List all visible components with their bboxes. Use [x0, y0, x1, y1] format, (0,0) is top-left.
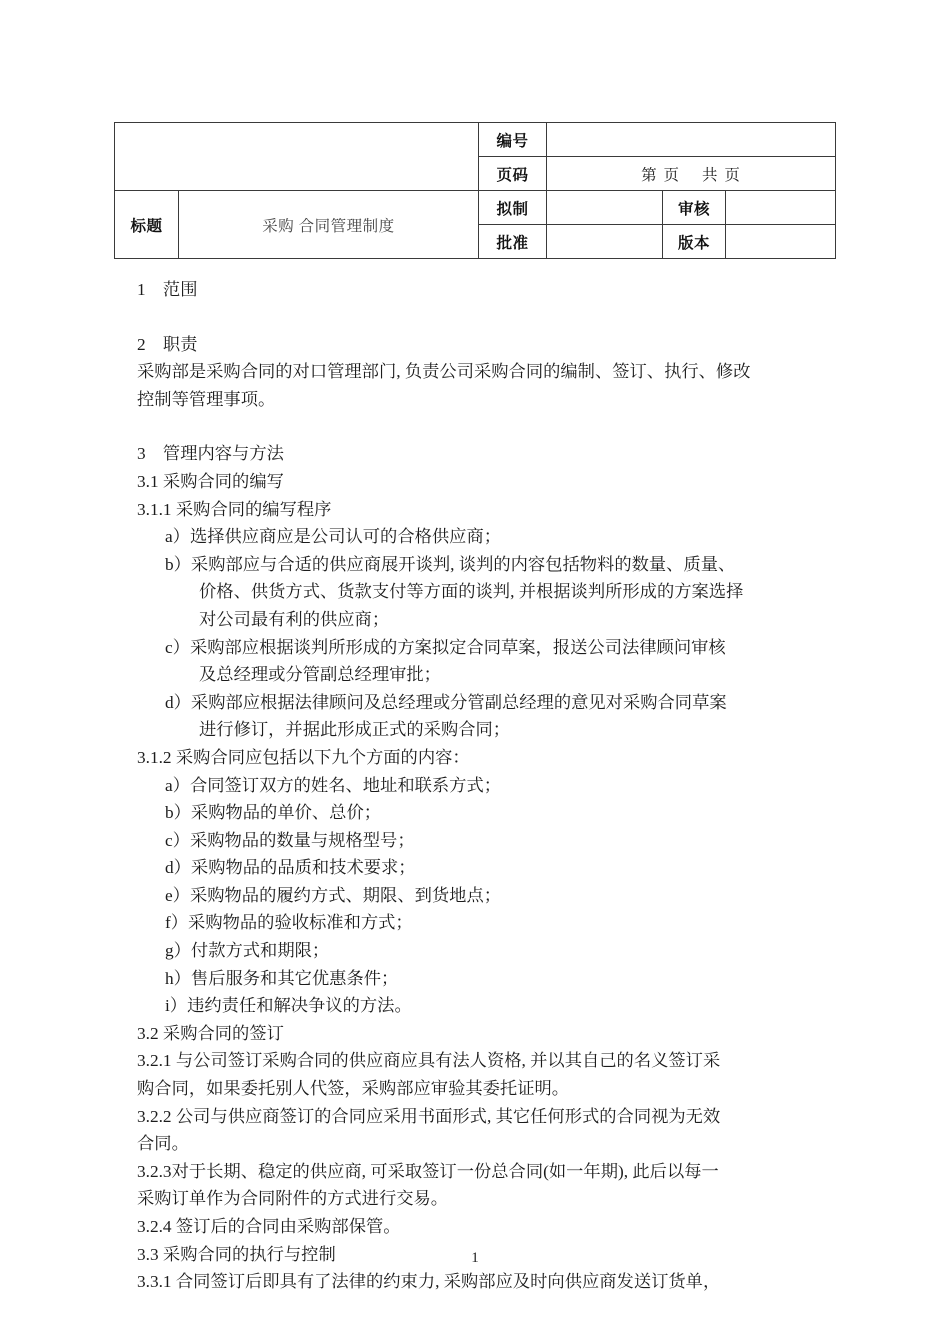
body-line: 购合同，如果委托别人代签，采购部应审验其委托证明。 [137, 1079, 570, 1099]
body-line: 3.2.4 签订后的合同由采购部保管。 [137, 1217, 401, 1236]
list-item: c）采购部应根据谈判所形成的方案拟定合同草案，报送公司法律顾问审核 [165, 637, 726, 657]
value-approve[interactable] [547, 225, 663, 259]
section-heading: 3.3 采购合同的执行与控制 [137, 1244, 336, 1264]
body-line: 3.2.2 公司与供应商签订的合同应采用书面形式, 其它任何形式的合同视为无效 [137, 1106, 721, 1126]
label-review: 审核 [663, 191, 726, 225]
value-number[interactable] [547, 123, 836, 157]
body-line: 合同。 [137, 1134, 189, 1154]
header-row-number [115, 123, 836, 157]
list-item: a）合同签订双方的姓名、地址和联系方式； [165, 775, 502, 795]
body-line: 3.2.1 与公司签订采购合同的供应商应具有法人资格, 并以其自己的名义签订采 [137, 1051, 721, 1071]
list-item-continuation: 对公司最有利的供应商； [199, 609, 390, 629]
list-item-continuation: 价格、供货方式、货款支付等方面的谈判, 并根据谈判所形成的方案选择 [199, 582, 744, 602]
value-pagecode [547, 157, 836, 191]
page-number: 1 [471, 1250, 479, 1266]
section-heading: 3.1 采购合同的编写 [137, 471, 284, 491]
label-pagecode: 页码 [479, 157, 547, 191]
list-item-continuation: 及总经理或分管副总经理审批； [199, 665, 441, 685]
label-title: 标题 [115, 191, 179, 259]
list-item: e）采购物品的履约方式、期限、到货地点； [165, 885, 502, 905]
list-item: b）采购部应与合适的供应商展开谈判, 谈判的内容包括物料的数量、质量、 [165, 554, 736, 574]
label-draft: 拟制 [479, 191, 547, 225]
section-heading: 3.1.1 采购合同的编写程序 [137, 499, 332, 519]
header-blank-top-left [115, 123, 479, 191]
body-line: 3.3.1 合同签订后即具有了法律的约束力, 采购部应及时向供应商发送订货单， [137, 1272, 721, 1292]
document-header-table [114, 122, 836, 259]
section-heading: 3.2 采购合同的签订 [137, 1023, 284, 1043]
list-item: i）违约责任和解决争议的方法。 [165, 996, 412, 1016]
list-item: c）采购物品的数量与规格型号； [165, 830, 415, 850]
list-item: f）采购物品的验收标准和方式； [165, 913, 413, 933]
label-version: 版本 [663, 225, 726, 259]
section-heading: 3.1.2 采购合同应包括以下九个方面的内容： [137, 747, 470, 767]
list-item: h）售后服务和其它优惠条件； [165, 968, 399, 988]
list-item-continuation: 进行修订，并据此形成正式的采购合同； [199, 720, 511, 740]
header-row-draft [115, 191, 836, 225]
section-heading: 3 管理内容与方法 [137, 444, 284, 464]
body-line: 控制等管理事项。 [137, 389, 276, 409]
body-line: 采购订单作为合同附件的方式进行交易。 [137, 1189, 449, 1209]
pagecode-prefix: 第 页 [641, 165, 680, 184]
value-version[interactable] [726, 225, 836, 259]
pagecode-suffix: 共 页 [702, 165, 741, 184]
value-draft[interactable] [547, 191, 663, 225]
label-approve: 批准 [479, 225, 547, 259]
paragraph-spacer [137, 304, 843, 331]
section-heading: 2 职责 [137, 334, 198, 354]
document-body [137, 276, 843, 1296]
list-item: d）采购部应根据法律顾问及总经理或分管副总经理的意见对采购合同草案 [165, 692, 727, 712]
document-title: 采购 合同管理制度 [179, 191, 479, 259]
list-item: a）选择供应商应是公司认可的合格供应商； [165, 527, 502, 547]
body-line: 3.2.3对于长期、稳定的供应商, 可采取签订一份总合同(如一年期), 此后以每一 [137, 1161, 719, 1181]
list-item: b）采购物品的单价、总价； [165, 803, 382, 823]
body-line: 采购部是采购合同的对口管理部门, 负责公司采购合同的编制、签订、执行、修改 [137, 362, 751, 382]
value-review[interactable] [726, 191, 836, 225]
label-number: 编号 [479, 123, 547, 157]
paragraph-spacer [137, 413, 843, 440]
list-item: d）采购物品的品质和技术要求； [165, 858, 416, 878]
list-item: g）付款方式和期限； [165, 941, 330, 961]
section-heading: 1 范围 [137, 280, 198, 299]
